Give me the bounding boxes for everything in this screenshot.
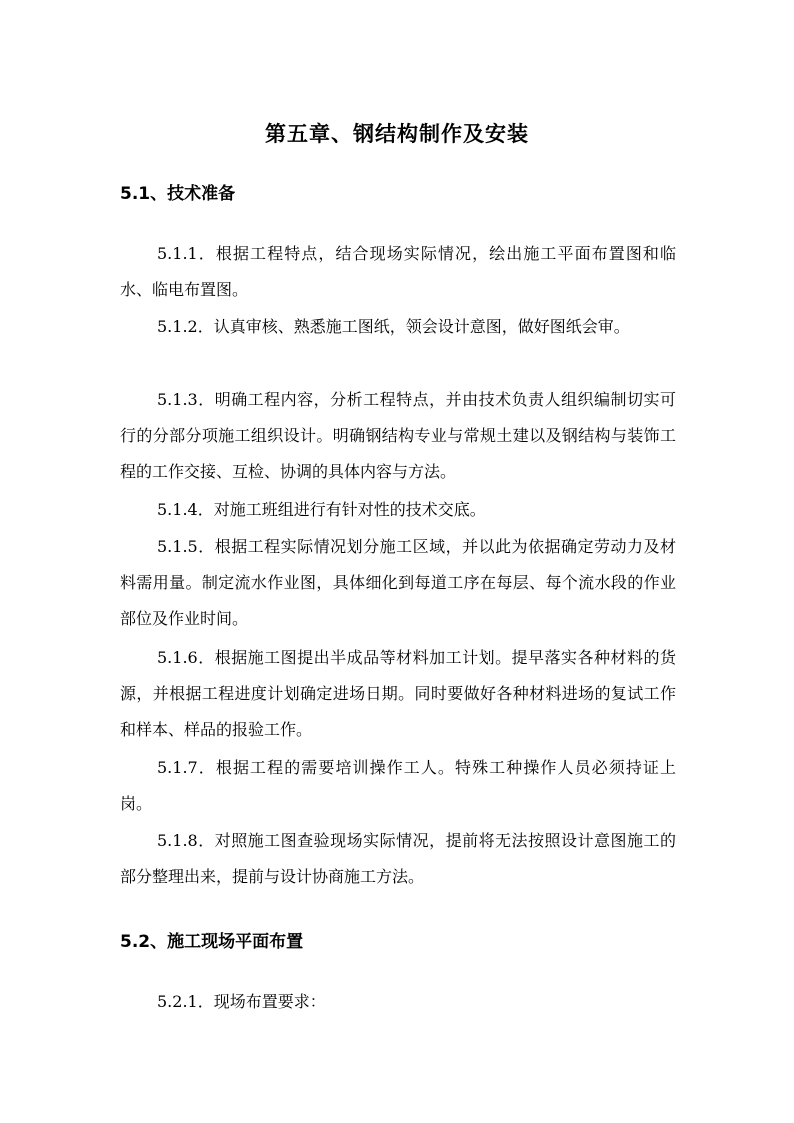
- paragraph-5-1-8: 5.1.8．对照施工图查验现场实际情况，提前将无法按照设计意图施工的部分整理出来，提前与设计协商施工方法。: [120, 831, 676, 886]
- chapter-title: 第五章、钢结构制作及安装: [265, 121, 529, 146]
- paragraph-5-1-6: 5.1.6．根据施工图提出半成品等材料加工计划。提早落实各种材料的货源，并根据工程进度计划确定进场日期。同时要做好各种材料进场的复试工作和样本、样品的报验工作。: [120, 648, 676, 739]
- section-heading-5-1: 5.1、技术准备: [120, 184, 236, 204]
- paragraph-5-1-1: 5.1.1．根据工程特点，结合现场实际情况，绘出施工平面布置图和临水、临电布置图。: [120, 244, 676, 299]
- paragraph-5-1-3: 5.1.3．明确工程内容，分析工程特点，并由技术负责人组织编制切实可行的分部分项施工组织设计。明确钢结构专业与常规土建以及钢结构与装饰工程的工作交接、互检、协调的具体内容与方法。: [120, 390, 676, 481]
- paragraph-5-1-5: 5.1.5．根据工程实际情况划分施工区域，并以此为依据确定劳动力及材料需用量。制定流水作业图，具体细化到每道工序在每层、每个流水段的作业部位及作业时间。: [120, 537, 676, 628]
- paragraph-5-1-7: 5.1.7．根据工程的需要培训操作工人。特殊工种操作人员必须持证上岗。: [120, 758, 676, 813]
- section-heading-5-2: 5.2、施工现场平面布置: [120, 932, 304, 952]
- paragraph-5-2-1: 5.2.1．现场布置要求：: [157, 992, 326, 1011]
- paragraph-5-1-4: 5.1.4．对施工班组进行有针对性的技术交底。: [157, 500, 486, 519]
- paragraph-5-1-2: 5.1.2．认真审核、熟悉施工图纸，领会设计意图，做好图纸会审。: [157, 317, 630, 336]
